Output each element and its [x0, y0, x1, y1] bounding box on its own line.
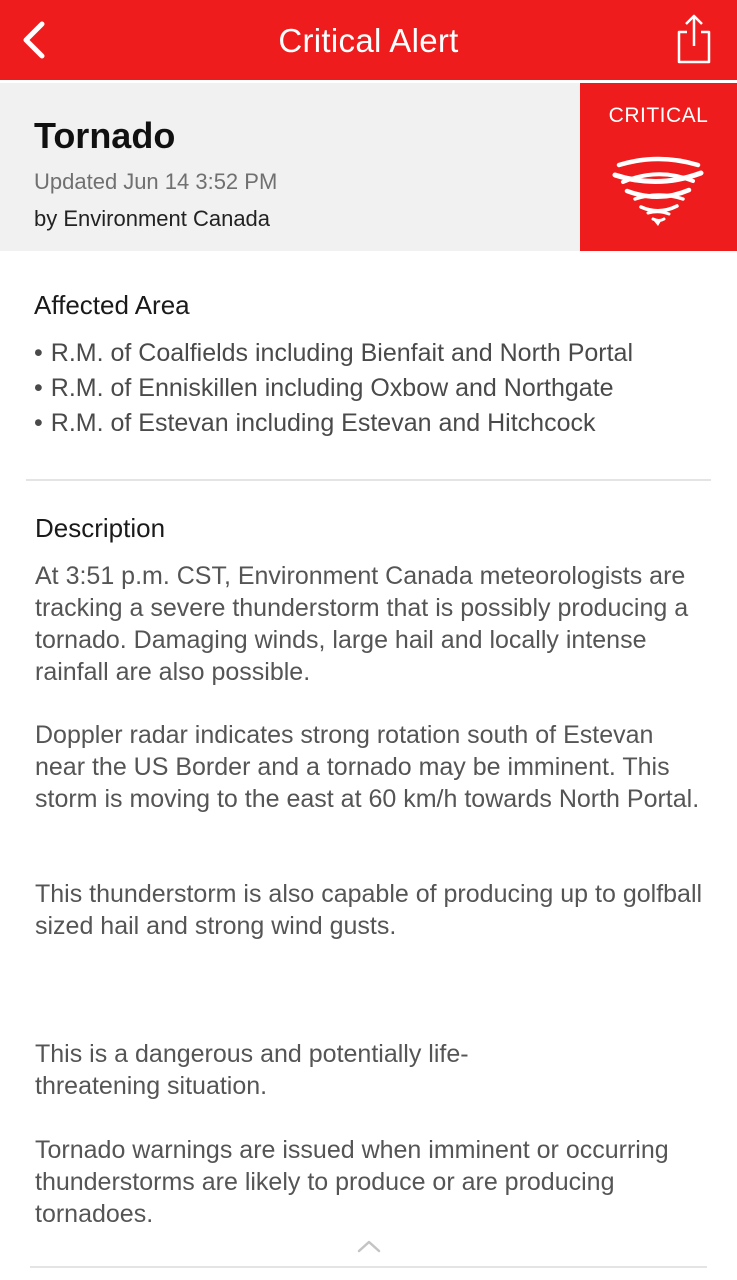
affected-area-heading: Affected Area [34, 290, 190, 320]
description-paragraph: Doppler radar indicates strong rotation south of Estevan near the US Border and a tornado may be imminent. This storm is moving to the east at 60 km/h towards North Portal. [35, 721, 700, 813]
description-paragraph: Tornado warnings are issued when imminent or occurring thunderstorms are likely to produce or are producing tornadoes. [35, 1136, 669, 1228]
updated-time: Jun 14 3:52 PM [123, 169, 278, 194]
navigation-bar [0, 0, 737, 80]
alert-issuer: by Environment Canada [34, 206, 271, 231]
list-item: • R.M. of Estevan including Estevan and Hitchcock [34, 406, 633, 441]
section-divider [26, 479, 711, 481]
share-button[interactable] [673, 12, 715, 66]
severity-badge [580, 83, 737, 251]
severity-label: CRITICAL [608, 104, 709, 127]
list-item: • R.M. of Coalfields including Bienfait and North Portal [34, 336, 633, 371]
bottom-divider [30, 1266, 707, 1268]
updated-label: Updated [34, 169, 118, 194]
chevron-up-icon[interactable] [356, 1238, 382, 1254]
affected-area-list [34, 336, 633, 441]
description-heading: Description [35, 513, 166, 543]
description-paragraph: At 3:51 p.m. CST, Environment Canada meteorologists are tracking a severe thunderstorm that is possibly producing a tornado. Damaging winds, large hail and locally intense rainfall are also possible. [35, 562, 689, 686]
list-item: • R.M. of Enniskillen including Oxbow and Northgate [34, 371, 633, 406]
alert-title: Tornado [34, 115, 176, 156]
updated-row [34, 169, 277, 195]
description-paragraph: This is a dangerous and potentially life-threatening situation. [35, 1040, 469, 1100]
tornado-icon [611, 155, 706, 227]
page-title: Critical Alert [278, 22, 459, 59]
share-icon [673, 12, 715, 66]
description-paragraph: This thunderstorm is also capable of producing up to golfball sized hail and strong wind gusts. [35, 880, 703, 940]
